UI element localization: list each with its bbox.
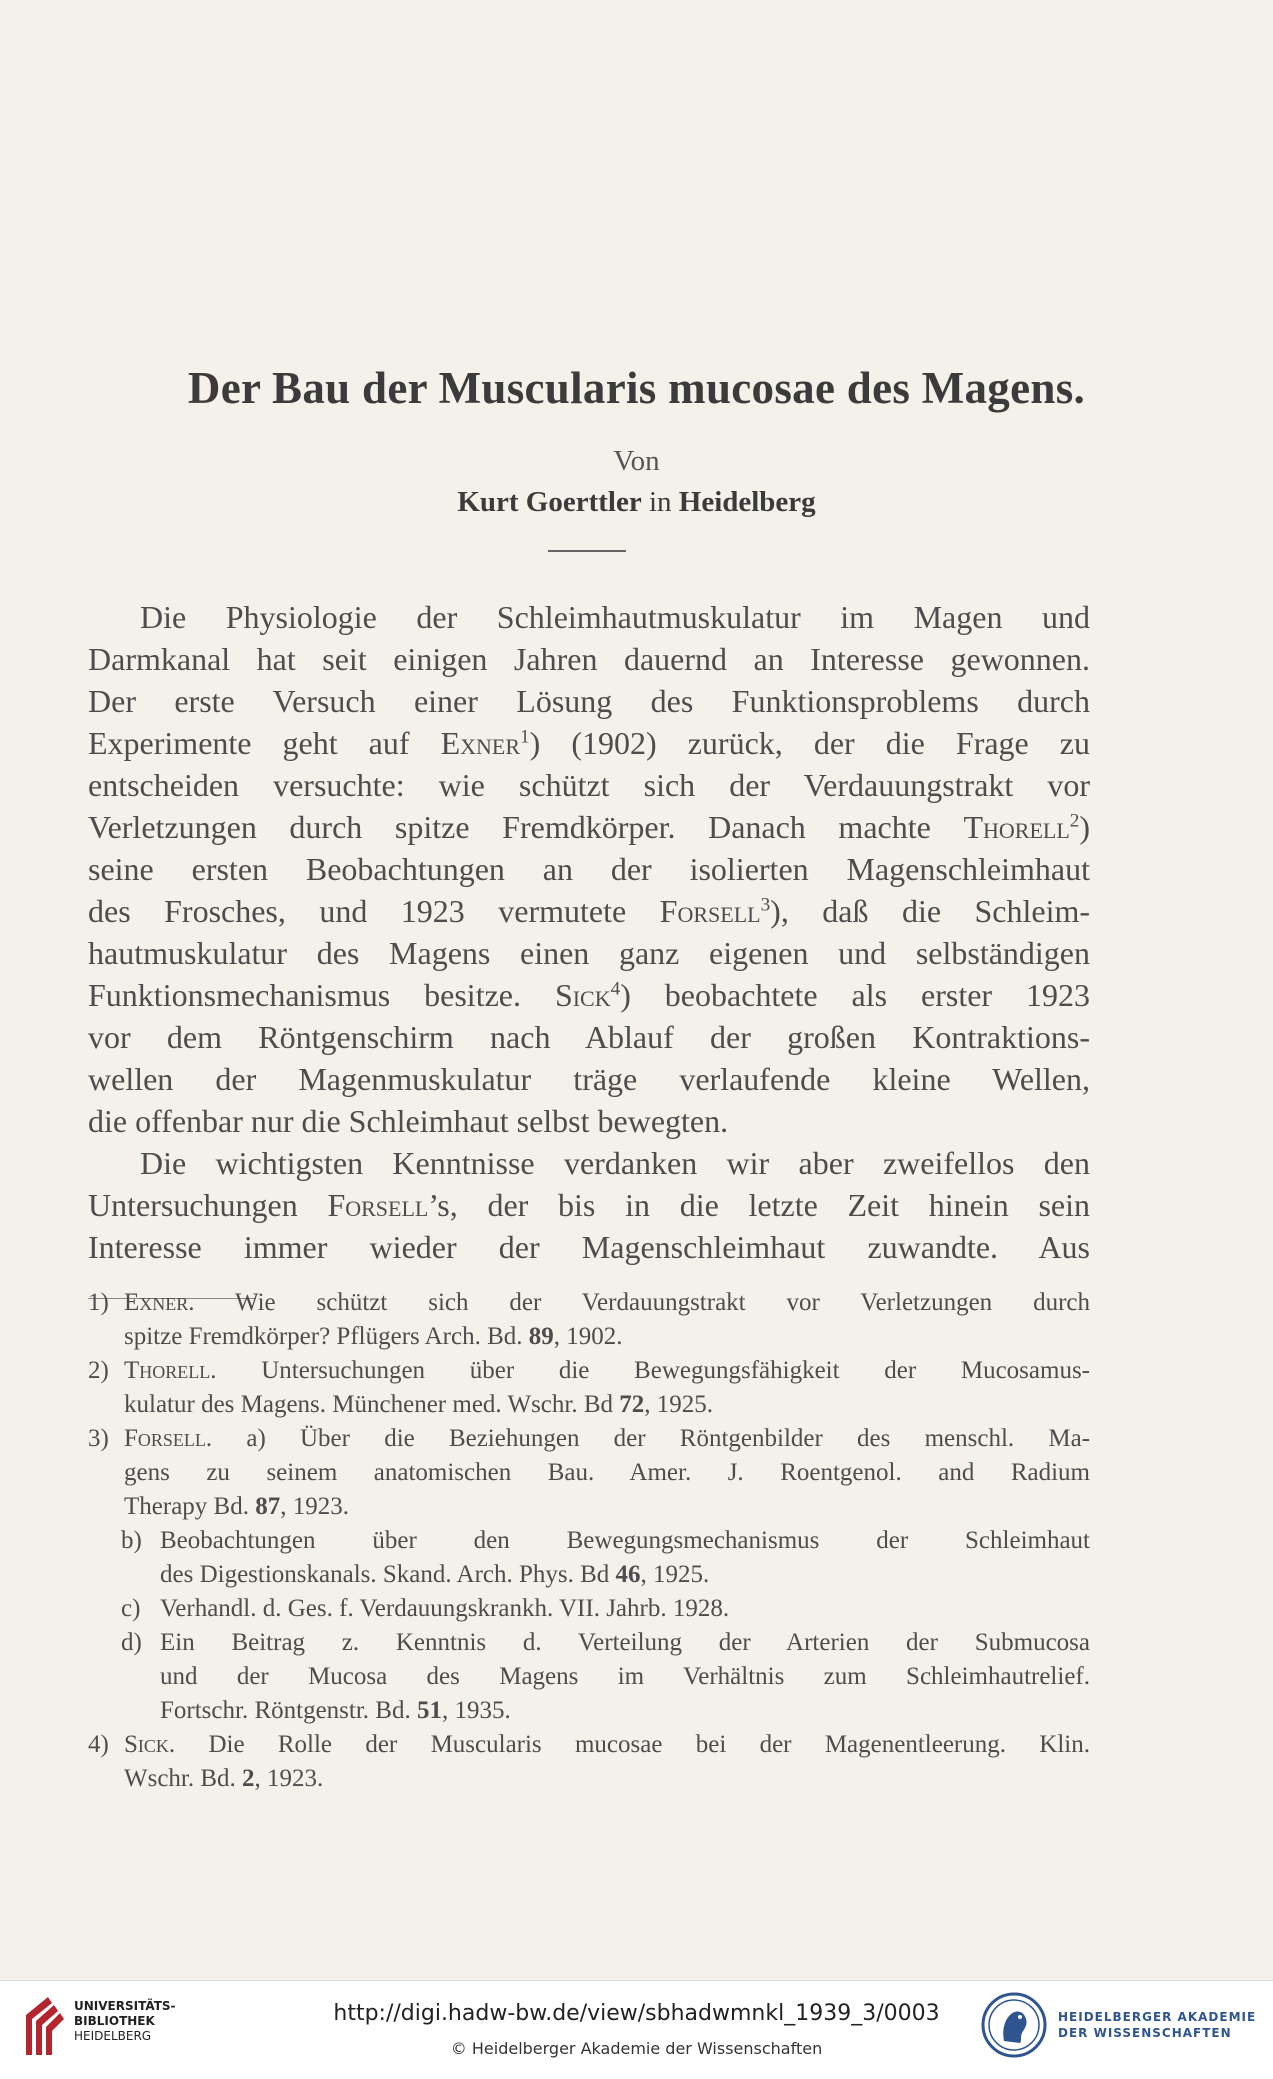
footnote-line [124, 1354, 1090, 1388]
body-line: seine ersten Beobachtungen an der isolierten Magenschleimhaut [88, 851, 1090, 887]
copyright-notice: © Heidelberger Akademie der Wissenschaften [450, 2039, 823, 2058]
body-line: wellen der Magenmuskulatur träge verlaufende kleine Wellen, [88, 1061, 1090, 1097]
article-body [88, 596, 1090, 1268]
body-line: hautmuskulatur des Magens einen ganz eigenen und selbständigen [88, 935, 1090, 971]
body-line: Der erste Versuch einer Lösung des Funktionsproblems durch [88, 683, 1090, 719]
footnote-mark: 4) [88, 1731, 109, 1758]
footnote-volume: 46 [615, 1561, 641, 1588]
body-line [88, 722, 1090, 764]
footnote-3d [88, 1626, 1090, 1728]
footnote-line [160, 1694, 1090, 1728]
academy-line: HEIDELBERGER AKADEMIE [1058, 2010, 1257, 2024]
footnote-text: , 1923. [254, 1765, 324, 1792]
footnote-ref: 1 [520, 726, 530, 748]
body-text: des Frosches, und 1923 vermutete [88, 893, 627, 929]
footnote-volume: 89 [528, 1323, 554, 1350]
body-text: ’s, der bis in die letzte Zeit hinein sein [428, 1187, 1091, 1223]
body-line [88, 1184, 1090, 1226]
footnote-text: spitze Fremdkörper? Pflügers Arch. Bd. [124, 1323, 523, 1350]
footnote-volume: 87 [255, 1493, 281, 1520]
title-divider [548, 550, 626, 552]
footnote-mark: c) [121, 1595, 141, 1622]
academy-line: DER WISSENSCHAFTEN [1058, 2026, 1232, 2040]
author-ref-forsell: Forsell [327, 1187, 429, 1223]
author-ref-thorell: Thorell [963, 809, 1070, 845]
footnote-text: , 1925. [644, 1391, 714, 1418]
author-place: Heidelberg [678, 486, 816, 518]
academy-name[interactable] [1058, 2009, 1256, 2041]
ub-line: HEIDELBERG [74, 2029, 152, 2043]
body-text: ) (1902) zurück, der die Frage zu [529, 725, 1091, 761]
ub-line: UNIVERSITÄTS- [74, 1999, 176, 2013]
footnote-3c [88, 1592, 1090, 1626]
footnote-line: Beobachtungen über den Bewegungsmechanismus der Schleimhaut [160, 1527, 1090, 1554]
footnote-mark: 3) [88, 1425, 109, 1452]
footnote-text: . a) Über die Beziehungen der Röntgenbilder des menschl. Ma- [205, 1425, 1090, 1452]
footnote-1 [88, 1286, 1090, 1354]
footnote-line [124, 1286, 1090, 1320]
body-line: entscheiden versuchte: wie schützt sich der Verdauungstrakt vor [88, 767, 1090, 803]
author-in: in [648, 486, 672, 518]
academy-seal-icon[interactable] [980, 1991, 1048, 2059]
footnote-volume: 2 [242, 1765, 255, 1792]
body-line: Die Physiologie der Schleimhautmuskulatur im Magen und [140, 599, 1090, 635]
footnote-3 [88, 1422, 1090, 1524]
footnote-2 [88, 1354, 1090, 1422]
footnote-line: Ein Beitrag z. Kenntnis d. Verteilung der Arterien der Submucosa [160, 1629, 1090, 1656]
body-text: Untersuchungen [88, 1187, 298, 1223]
footnote-line [124, 1490, 1090, 1524]
body-line [88, 890, 1090, 932]
footnotes [88, 1286, 1090, 1796]
footnote-mark: 2) [88, 1357, 109, 1384]
author-ref-exner: Exner [440, 725, 521, 761]
footnote-line [124, 1728, 1090, 1762]
body-line [88, 974, 1090, 1016]
body-text: ), daß die Schleim- [770, 893, 1091, 929]
footnote-3b [88, 1524, 1090, 1592]
footnote-text: , 1902. [553, 1323, 623, 1350]
footnote-author: Sick [124, 1731, 169, 1758]
footnote-volume: 72 [619, 1391, 645, 1418]
footnote-text: . Untersuchungen über die Bewegungsfähigkeit der Mucosamus- [210, 1357, 1090, 1384]
body-line: die offenbar nur die Schleimhaut selbst bewegten. [88, 1103, 729, 1139]
footnote-text: , 1923. [280, 1493, 349, 1520]
footnote-line [124, 1422, 1090, 1456]
footnote-text: Therapy Bd. [124, 1493, 249, 1520]
body-line: Die wichtigsten Kenntnisse verdanken wir aber zweifellos den [140, 1145, 1090, 1181]
footnote-text: Wschr. Bd. [124, 1765, 236, 1792]
footnote-line: Verhandl. d. Ges. f. Verdauungskrankh. VII. Jahrb. 1928. [160, 1595, 730, 1622]
footnote-mark: 1) [88, 1289, 109, 1316]
body-line [88, 806, 1090, 848]
footnote-ref: 2 [1069, 810, 1080, 832]
article-title: Der Bau der Muscularis mucosae des Magens. [187, 363, 1086, 413]
footnote-mark: b) [121, 1527, 142, 1554]
body-text: ) [1079, 809, 1091, 845]
footnote-text: . Wie schützt sich der Verdauungstrakt vor Verletzungen durch [188, 1289, 1090, 1316]
footnote-line [160, 1558, 1090, 1592]
footnote-text: . Die Rolle der Muscularis mucosae bei der Magenentleerung. Klin. [168, 1731, 1090, 1758]
footnote-ref: 4 [610, 978, 621, 1000]
author-line [0, 486, 1273, 519]
ub-line: BIBLIOTHEK [74, 2014, 155, 2028]
footnote-text: Fortschr. Röntgenstr. Bd. [160, 1697, 411, 1724]
author-ref-forsell: Forsell [659, 893, 761, 929]
footnote-volume: 51 [416, 1697, 442, 1724]
footnote-ref: 3 [760, 894, 771, 916]
body-line: vor dem Röntgenschirm nach Ablauf der großen Kontraktions- [88, 1019, 1090, 1055]
viewer-footer [0, 1980, 1273, 2079]
footnote-line [124, 1320, 1090, 1354]
body-line: Darmkanal hat seit einigen Jahren dauernd an Interesse gewonnen. [88, 641, 1090, 677]
footnote-4 [88, 1728, 1090, 1796]
footnote-author: Exner [124, 1289, 189, 1316]
footnote-line: gens zu seinem anatomischen Bau. Amer. J. Roentgenol. and Radium [124, 1459, 1090, 1486]
footnote-text: des Digestionskanals. Skand. Arch. Phys. Bd [160, 1561, 610, 1588]
body-line: Interesse immer wieder der Magenschleimhaut zuwandte. Aus [88, 1229, 1090, 1265]
body-text: ) beobachtete als erster 1923 [620, 977, 1091, 1013]
permalink-url[interactable]: http://digi.hadw-bw.de/view/sbhadwmnkl_1939_3/0003 [333, 2001, 940, 2026]
footnote-line [124, 1388, 1090, 1422]
author-name: Kurt Goerttler [457, 486, 642, 518]
footnote-author: Forsell [124, 1425, 206, 1452]
footnote-mark: d) [121, 1629, 142, 1656]
body-text: Experimente geht auf [88, 725, 410, 761]
footnote-text: , 1925. [640, 1561, 710, 1588]
footnote-text: kulatur des Magens. Münchener med. Wschr. Bd [124, 1391, 614, 1418]
author-ref-sick: Sick [554, 977, 611, 1013]
footnote-line: und der Mucosa des Magens im Verhältnis zum Schleimhautrelief. [160, 1663, 1090, 1690]
byline-von: Von [613, 445, 660, 477]
body-text: Verletzungen durch spitze Fremdkörper. Danach machte [88, 809, 931, 845]
footnote-author: Thorell [124, 1357, 211, 1384]
footnote-line [124, 1762, 1090, 1796]
body-text: Funktionsmechanismus besitze. [88, 977, 521, 1013]
footnote-text: , 1935. [441, 1697, 511, 1724]
